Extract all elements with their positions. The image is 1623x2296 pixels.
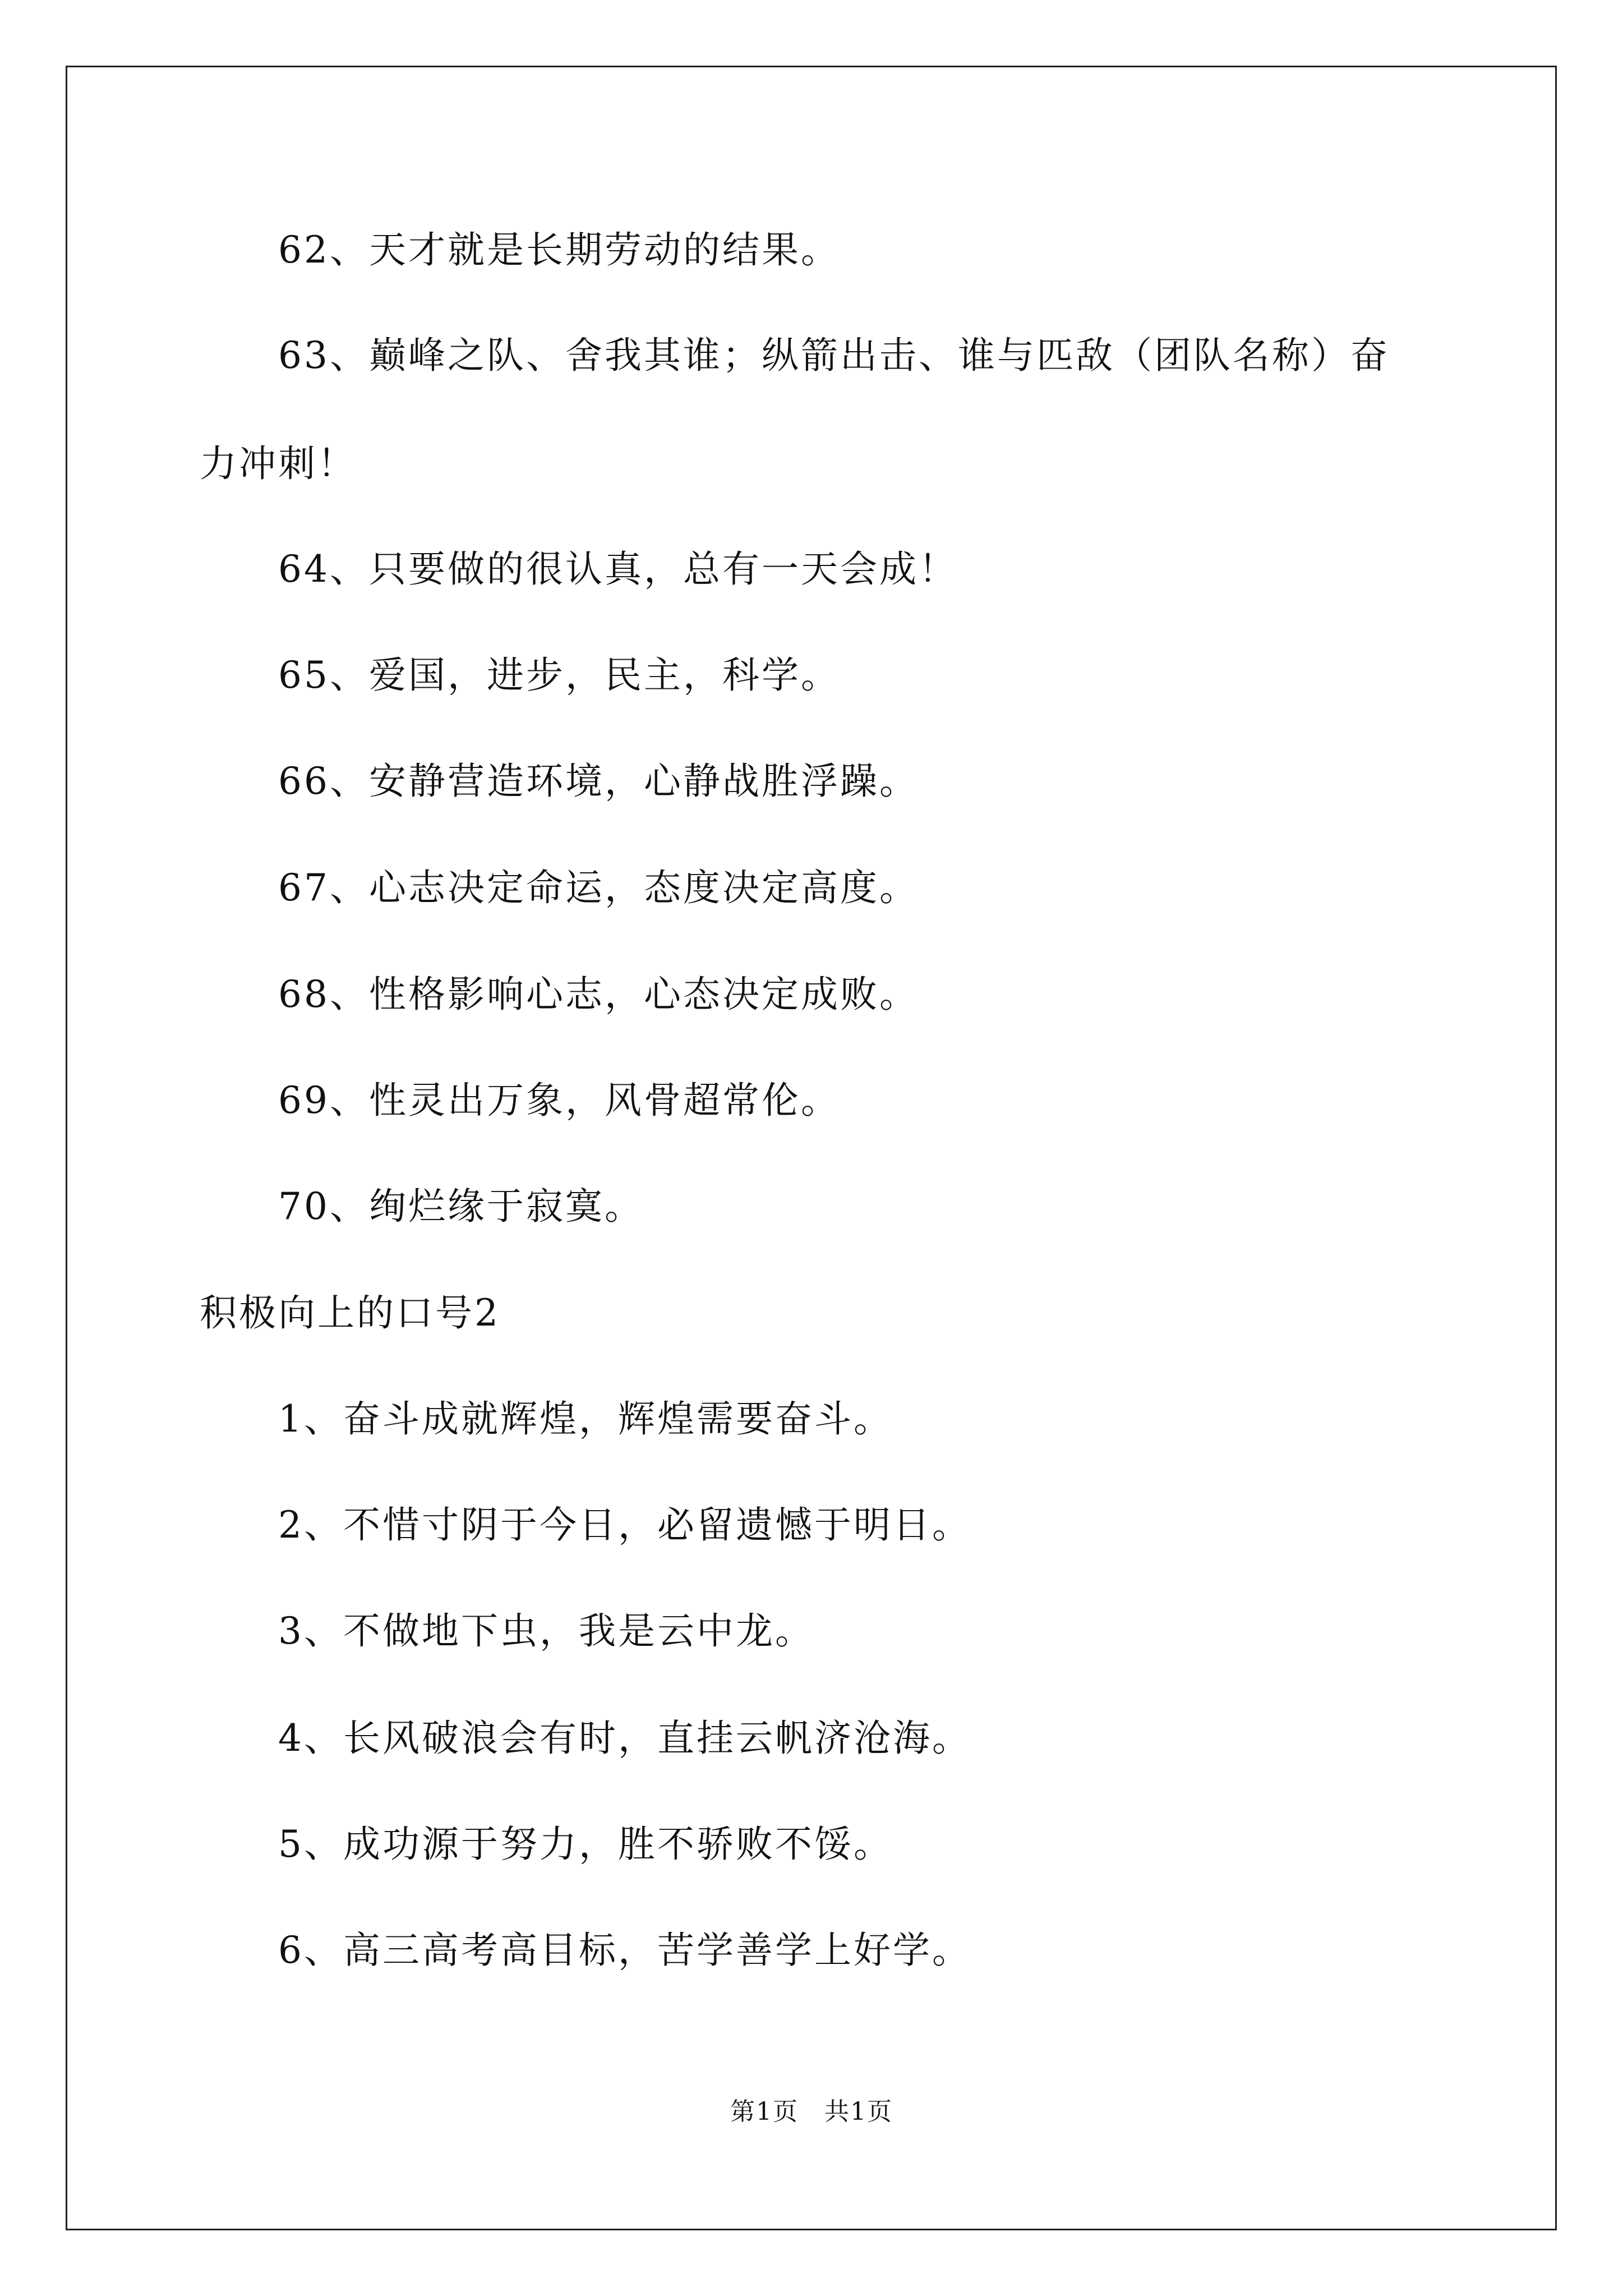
slogan-65: 65、爱国，进步，民主，科学。 <box>278 654 840 697</box>
page-number: 第1页 <box>730 2097 799 2126</box>
slogan-62: 62、天才就是长期劳动的结果。 <box>278 228 840 272</box>
slogan-1: 1、奋斗成就辉煌，辉煌需要奋斗。 <box>278 1397 893 1441</box>
page-border <box>66 66 1557 2230</box>
slogan-67: 67、心志决定命运，态度决定高度。 <box>278 866 919 909</box>
slogan-4: 4、长风破浪会有时，直挂云帆济沧海。 <box>278 1717 971 1760</box>
slogan-5: 5、成功源于努力，胜不骄败不馁。 <box>278 1823 893 1866</box>
slogan-70: 70、绚烂缘于寂寞。 <box>278 1185 644 1228</box>
slogan-68: 68、性格影响心志，心态决定成败。 <box>278 973 919 1016</box>
slogan-63: 63、巅峰之队、舍我其谁；纵箭出击、谁与匹敌（团队名称）奋 <box>278 334 1390 377</box>
slogan-2: 2、不惜寸阴于今日，必留遗憾于明日。 <box>278 1503 971 1547</box>
slogan-64: 64、只要做的很认真，总有一天会成！ <box>278 547 958 591</box>
slogan-63-continued: 力冲刺！ <box>200 442 357 485</box>
slogan-3: 3、不做地下虫，我是云中龙。 <box>278 1609 814 1653</box>
slogan-6: 6、高三高考高目标，苦学善学上好学。 <box>278 1929 971 1972</box>
page-total: 共1页 <box>824 2097 893 2126</box>
slogan-69: 69、性灵出万象，风骨超常伦。 <box>278 1079 840 1122</box>
section-heading: 积极向上的口号2 <box>200 1291 500 1335</box>
page-footer <box>0 2097 1623 2126</box>
slogan-66: 66、安静营造环境，心静战胜浮躁。 <box>278 760 919 803</box>
